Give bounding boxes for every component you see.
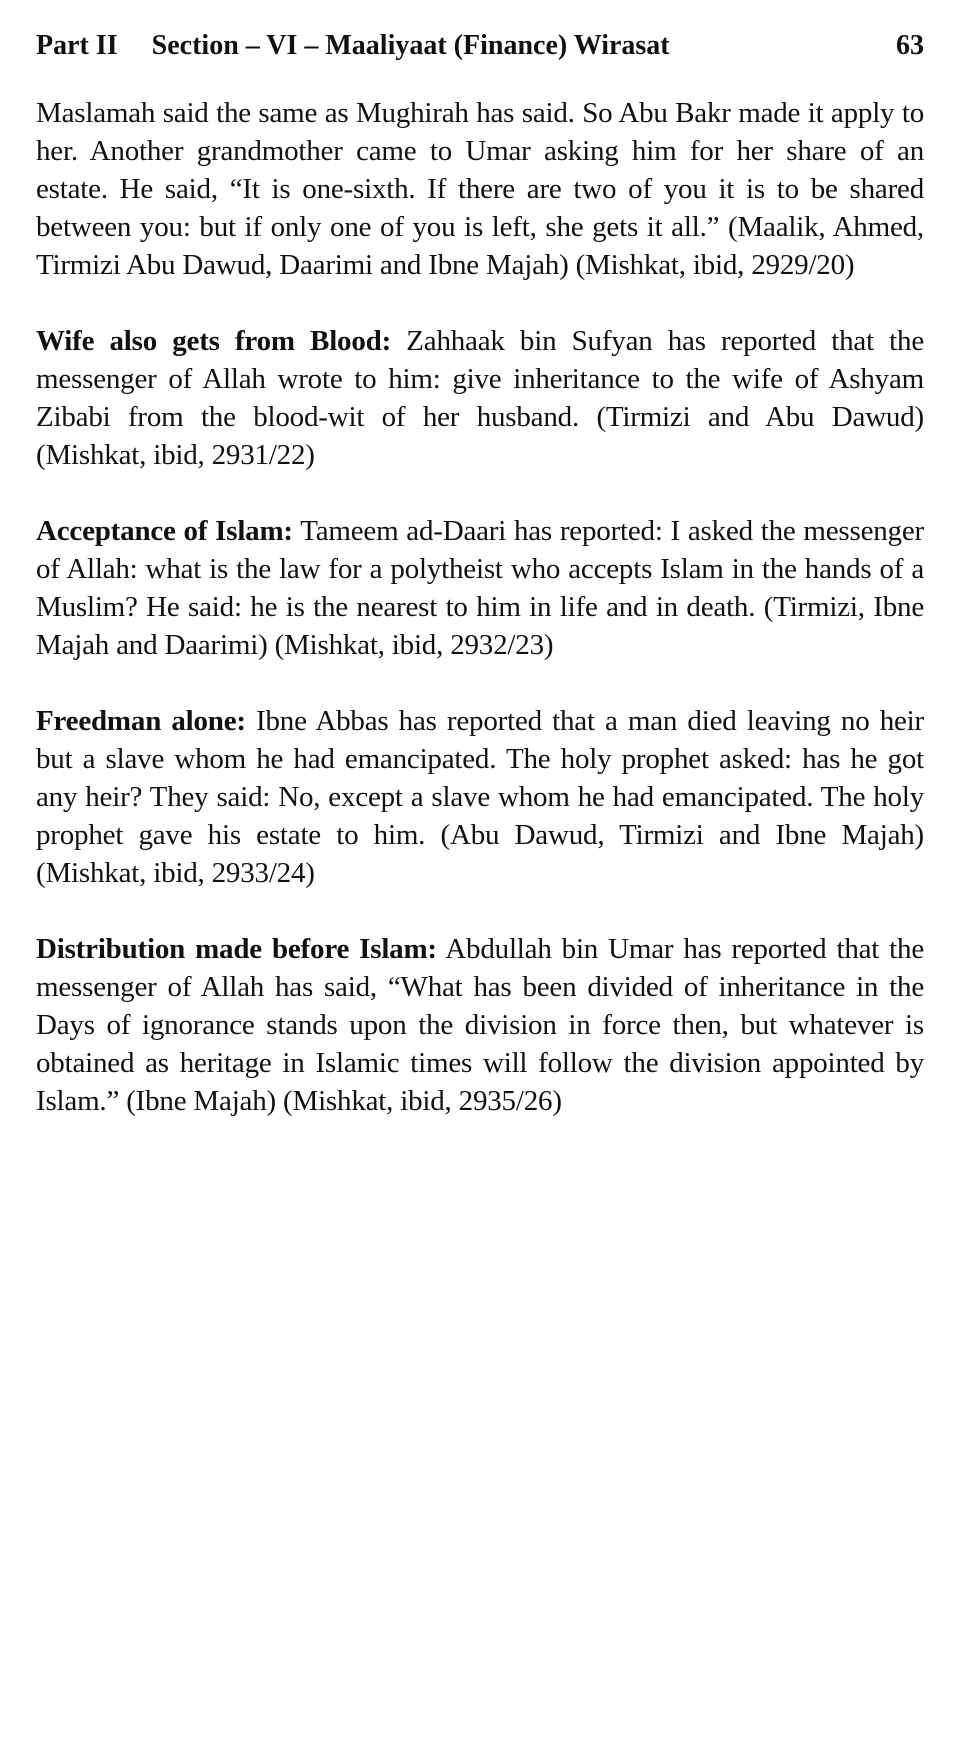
paragraph-text: Abdullah bin Umar has reported that the messenger of Allah has said, “What has been divided of inheritance in the Days of ignorance stands upon the division in force then, but whatever is obtained as heritage in Islamic times will follow the division appointed by Islam.” (Ibne Majah) (Mishkat, ibid, 2935/26) <box>36 933 924 1117</box>
document-page <box>36 26 924 1158</box>
paragraph-text: Ibne Abbas has reported that a man died leaving no heir but a slave whom he had emancipated. The holy prophet asked: has he got any heir? They said: No, except a slave whom he had emancipated. The holy prophet gave his estate to him. (Abu Dawud, Tirmizi and Ibne Majah) (Mishkat, ibid, 2933/24) <box>36 705 925 889</box>
paragraph-heading: Wife also gets from Blood: <box>36 325 392 357</box>
paragraph-text: Zahhaak bin Sufyan has reported that the messenger of Allah wrote to him: give inheritance to the wife of Ashyam Zibabi from the blood-wit of her husband. (Tirmizi and Abu Dawud) (Mishkat, ibid, 2931/22) <box>36 325 925 471</box>
paragraph-freedman-alone <box>36 702 924 892</box>
paragraph-distribution-before-islam <box>36 930 924 1120</box>
header-part: Part II <box>36 30 118 61</box>
paragraph-text: Tameem ad-Daari has reported: I asked the messenger of Allah: what is the law for a polytheist who accepts Islam in the hands of a Muslim? He said: he is the nearest to him in life and in death. (Tirmizi, Ibne Majah and Daarimi) (Mishkat, ibid, 2932/23) <box>36 515 924 661</box>
paragraph-acceptance-of-islam <box>36 512 924 664</box>
paragraph-wife-blood-wit <box>36 322 924 474</box>
paragraph-text: Maslamah said the same as Mughirah has said. So Abu Bakr made it apply to her. Another grandmother came to Umar asking him for her share of an estate. He said, “It is one-sixth. If there are two of you it is to be shared between you: but if only one of you is left, she gets it all.” (Maalik, Ahmed, Tirmizi Abu Dawud, Daarimi and Ibne Majah) (Mishkat, ibid, 2929/20) <box>36 97 924 281</box>
paragraph-grandmother-share <box>36 94 924 284</box>
paragraph-heading: Distribution made before Islam: <box>36 933 437 965</box>
header-section-title: Section – VI – Maaliyaat (Finance) Wirasat <box>151 30 670 61</box>
page-number: 63 <box>896 30 924 61</box>
paragraph-heading: Acceptance of Islam: <box>36 515 293 547</box>
running-header <box>36 26 924 66</box>
paragraph-heading: Freedman alone: <box>36 705 246 737</box>
